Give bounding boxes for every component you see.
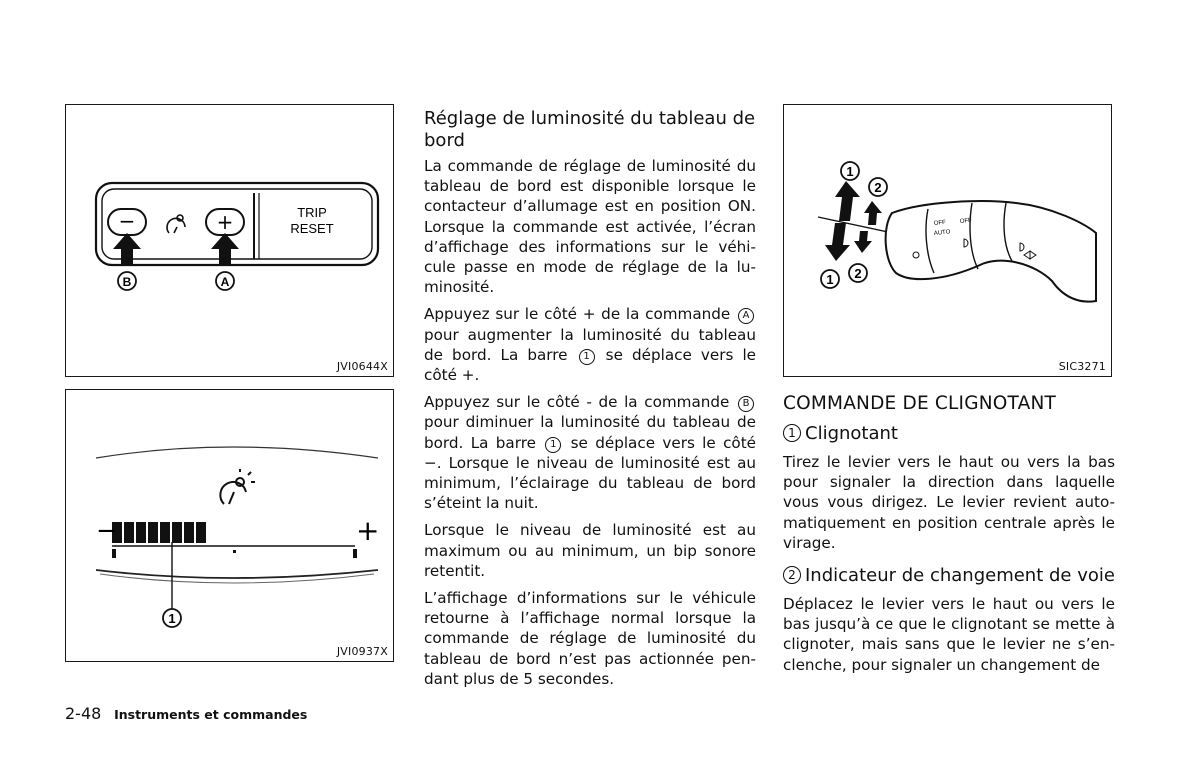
marker-1: 1 — [783, 424, 801, 442]
subheading-text: Indicateur de changement de voie — [805, 565, 1115, 587]
turn-signal-illustration — [784, 105, 1113, 378]
text-run: Appuyez sur le côté + de la commande — [424, 305, 731, 324]
dashboard-light-icon — [167, 215, 185, 233]
figure-code: JVI0937X — [336, 645, 388, 658]
figure-brightness-bar — [65, 389, 394, 662]
brightness-segment — [124, 522, 134, 543]
paragraph: Lorsque le niveau de luminosité est au maximum ou au minimum, un bip sonore retentit. — [424, 521, 756, 580]
paragraph — [424, 392, 756, 513]
figure-turn-signal — [783, 104, 1112, 377]
brightness-segment — [136, 522, 146, 543]
text-run: se déplace vers le côté −. Lorsque le niveau de luminosité est au minimum, l’éclairage du tableau de bord s’éteint la nuit. — [424, 433, 757, 513]
text-run: pour diminuer la luminosité du tableau de bord. La barre — [424, 413, 756, 452]
marker-a: A — [738, 308, 754, 324]
page-number: 2-48 — [65, 704, 102, 723]
brightness-bar-illustration — [66, 390, 395, 663]
trip-label: TRIP — [297, 205, 327, 220]
paragraph: Déplacez le levier vers le haut ou vers le bas jusqu’à ce que le clignotant se mette à clignoter, mais sans que le levier ne s’en-clenche, pour signaler un changement de — [783, 595, 1115, 674]
column-right — [783, 393, 1115, 682]
down-arrow-2-icon — [854, 231, 872, 253]
callout-2-top: 2 — [874, 180, 882, 195]
section-title: Instruments et commandes — [114, 707, 308, 722]
marker-1: 1 — [579, 349, 595, 365]
subheading-indicateur — [783, 565, 1115, 587]
page-footer — [65, 704, 307, 723]
marker-b: B — [738, 396, 754, 412]
section-heading: COMMANDE DE CLIGNOTANT — [783, 393, 1057, 414]
minus-symbol: − — [118, 209, 136, 233]
paragraph — [424, 304, 756, 385]
brightness-segment — [160, 522, 170, 543]
text-run: Appuyez sur le côté - de la commande — [424, 393, 730, 412]
subheading-clignotant — [783, 423, 1115, 445]
lever-off2-label: OFF — [959, 217, 973, 225]
brightness-segment — [184, 522, 194, 543]
marker-2: 2 — [783, 566, 801, 584]
brightness-segment — [172, 522, 182, 543]
brightness-buttons-illustration — [66, 105, 395, 378]
text-run: pour augmenter la luminosité du tableau de bord. La barre — [424, 325, 756, 364]
plus-symbol: + — [216, 210, 234, 234]
lever-off-label: OFF — [933, 219, 947, 227]
reset-label: RESET — [290, 221, 334, 236]
brightness-segment — [148, 522, 158, 543]
figure-brightness-buttons — [65, 104, 394, 377]
up-arrow-1-icon — [835, 181, 860, 221]
up-arrow-2-icon — [864, 201, 882, 225]
column-middle — [424, 108, 756, 696]
figure-code: SIC3271 — [1058, 360, 1106, 373]
marker-1: 1 — [545, 437, 561, 453]
text-run: se déplace vers le côté +. — [424, 345, 757, 385]
callout-1: 1 — [168, 611, 176, 626]
brightness-level-bar — [112, 522, 206, 543]
callout-1-top: 1 — [846, 164, 854, 179]
dashboard-light-icon — [220, 469, 255, 504]
section-heading: Réglage de luminosité du tableau de bord — [424, 108, 756, 151]
lever-auto-label: AUTO — [933, 229, 951, 237]
paragraph: Tirez le levier vers le haut ou vers la bas pour signaler la direction dans laquelle vous vous dirigez. Le levier revient auto-matiquement en position centrale après le virage. — [783, 453, 1115, 552]
subheading-text: Clignotant — [805, 423, 898, 444]
callout-a: A — [220, 275, 230, 289]
callout-1-bottom: 1 — [826, 272, 834, 287]
minus-symbol: − — [96, 516, 118, 546]
callout-2-bottom: 2 — [854, 266, 862, 281]
figure-code: JVI0644X — [336, 360, 388, 373]
paragraph: L’affichage d’informations sur le véhicule retourne à l’affichage normal lorsque la commande de réglage de luminosité du tableau de bord n’est pas actionnée pen-dant plus de 5 secondes. — [424, 589, 756, 688]
paragraph: La commande de réglage de luminosité du tableau de bord est disponible lorsque le contacteur d’allumage est en position ON. Lorsque la commande est activée, l’écran d’affichage des informations sur le véhi-cule passe en mode de réglage de la lu-minosité. — [424, 157, 756, 297]
down-arrow-1-icon — [825, 223, 850, 261]
callout-b: B — [122, 275, 132, 289]
brightness-segment — [196, 522, 206, 543]
plus-symbol: + — [356, 514, 380, 547]
